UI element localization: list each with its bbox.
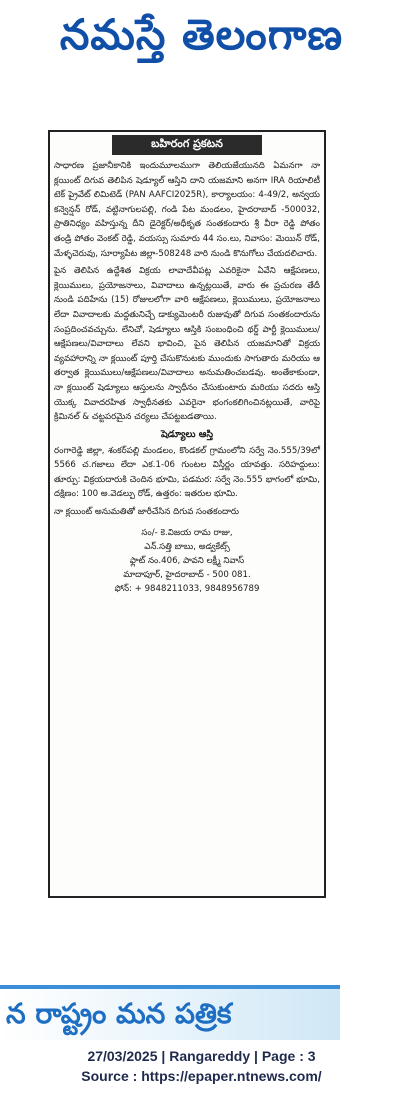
footer-source-link[interactable]: https://epaper.ntnews.com/ <box>141 1068 322 1084</box>
schedule-text: రంగారెడ్డి జిల్లా, శంకర్‌పల్లి మండలం, కొండకల్ గ్రామంలోని సర్వే నెం.555/39లో 5566 చ.గజాలు లేదా ఎక.1-06 గుంటల విస్తీర్ణం యావత్తు. సరిహద్దులు: తూర్పు: విక్రయదారుకి చెందిన భూమి, పడమర: సర్వే నెం.555 భాగంలో భూమి, దక్షిణం: 100 అ.వెడల్పు రోడ్, ఉత్తరం: ఇతరుల భూమి. <box>54 445 320 500</box>
footer-source-label: Source : <box>81 1068 142 1084</box>
adjacent-banner-fragment <box>0 985 340 1040</box>
signature-line: ఫోన్: + 9848211033, 9848956789 <box>114 583 260 594</box>
newspaper-title: నమస్తే తెలంగాణ <box>59 10 344 59</box>
notice-paragraph-1: సాధారణ ప్రజానీకానికి ఇందుమూలముగా తెలియజేయునది ఏమనగా నా క్లయింట్ దిగువ తెలిపిన షెడ్యూల్ ఆస్తిని దాని యజమాని అనగా IRA రియాలిటీ టెక్ ప్రైవేట్ లిమిటెడ్ (PAN AAFCI2025R), కార్యాలయం: 4-49/2, అన్వయ కన్వెన్షన్ రోడ్, వట్టినాగులపల్లి, గండి పేట మండలం, హైదరాబాద్ -500032, ప్రాతినిధ్యం వహిస్తున్న దీని డైరెక్టర్/అధీకృత సంతకందారు శ్రీ వీరా రెడ్డి పోతం తండ్రి పోతం వెంకట్ రెడ్డి, వయస్సు సుమారు 44 సం.లు, నివాసం: మెయిన్ రోడ్, మేళ్ళచెరువు, సూర్యాపేట జిల్లా-508248 వారి నుండి కొనుగోలు చేయదలిచారు. <box>54 161 320 259</box>
footer-source-line <box>0 1066 403 1086</box>
notice-paragraph-2: పైన తెలిపిన ఉద్దేశిత విక్రయ లావాదేవీపట్ల ఎవరికైనా ఏవేని ఆక్షేపణలు, క్లెయిములు, ప్రయోజనాలు, వివాదాలు ఉన్నట్లయితే, వారు ఈ ప్రచురణ తేదీ నుండి పదిహేను (15) రోజులలోగా వారి ఆక్షేపణలు, క్లెయిములు, ప్రయోజనాలు లేదా వివాదాలకు మద్దతునిచ్చే డాక్యుమెంటరీ రుజువుతో దిగువ సంతకందారును సంప్రదించవచ్చును. లేనిచో, షెడ్యూలు ఆస్తికి సంబంధించి థర్డ్ పార్టీ క్లెయిములు/ఆక్షేపణలు/వివాదాలు లేవని భావించి, పైన తెలిపిన యజమానితో విక్రయ వ్యవహారాన్ని నా క్లయింట్ పూర్తి చేసుకొనుటకు ముందుకు సాగుతారు మరియు ఆ తర్వాత క్లెయిములు/ఆక్షేపణలు/వివాదాలు అనుమతించబడవు. అంతేకాకుండా, నా క్లయింట్ షెడ్యూలు ఆస్తులను స్వాధీనం చేసుకుంటారు మరియు సదరు ఆస్తి యొక్క వివాదరహిత స్వాధీనతకు ఎవరైనా భంగంకలిగించినట్లయితే, వారిపై క్రిమినల్ & చట్టపరమైన చర్యలు చేపట్టబడతాయి. <box>54 266 320 423</box>
signature-block <box>54 526 320 596</box>
footer-location: Rangareddy <box>169 1048 251 1064</box>
signature-line: ఫ్లాట్ నం.406, పావని లక్ష్మీ నివాస్ <box>129 555 245 566</box>
footer-meta-line: 27/03/2025 | Rangareddy | Page : 3 <box>87 1048 316 1064</box>
public-notice-clipping <box>48 130 326 898</box>
signature-line: ఎన్.సత్తి బాబు, అడ్వకేట్స్ <box>144 541 230 552</box>
masthead <box>0 0 403 80</box>
signature-line: సం/- కె.విజయ రామ రాజు, <box>141 527 233 538</box>
schedule-heading: షెడ్యూలు ఆస్తి <box>160 428 214 440</box>
banner-text: న రాష్ట్రం మన పత్రిక <box>6 997 232 1030</box>
signature-line: మాదాపూర్, హైదరాబాద్ - 500 081. <box>123 569 251 580</box>
footer-page: Page : 3 <box>261 1048 316 1064</box>
cropped-text-fragment <box>14 96 244 106</box>
closing-text: నా క్లయింట్ అనుమతితో జారీచేసిన దిగువ సంతకందారు <box>54 507 239 518</box>
notice-header: బహిరంగ ప్రకటన <box>112 135 262 155</box>
source-footer <box>0 1046 403 1086</box>
banner-accent-bar <box>0 985 340 989</box>
footer-date: 27/03/2025 <box>87 1048 158 1064</box>
